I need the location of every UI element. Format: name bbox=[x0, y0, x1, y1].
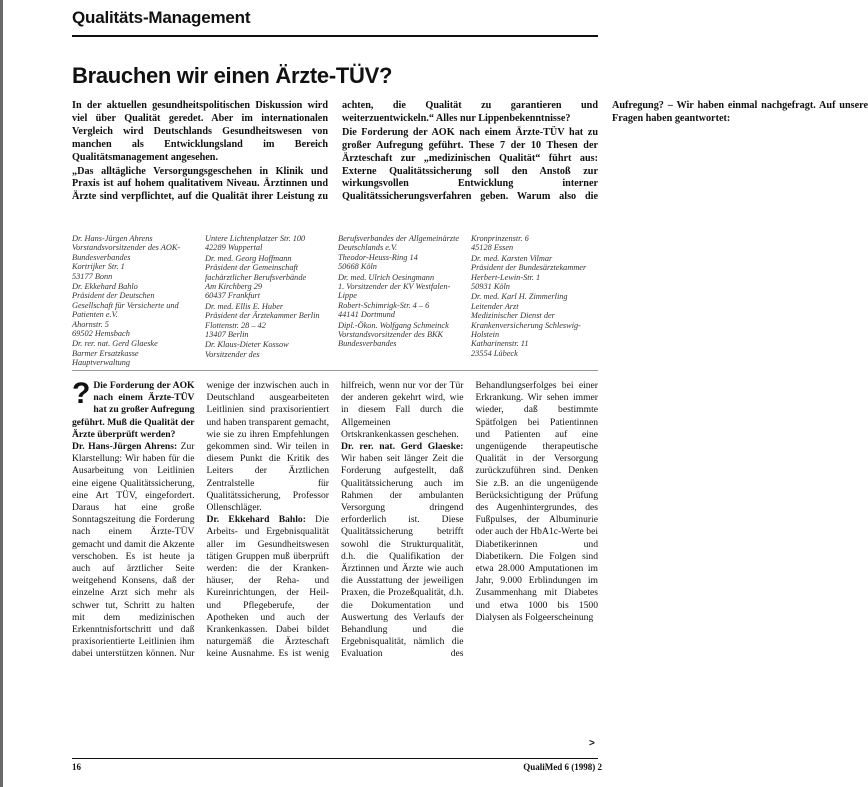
intro-paragraph: Die Forderung der AOK nach einem Ärzte-TÜV hat zu großer Aufregung geführt. These 7 der 10 Thesen der Ärzteschaft zur „medizinischen Qualität“ führt aus: Externe Qualitätssicherung soll den Anstoß zur wirkungsvollen Entwicklung interner Qualitätssicherungsverfahren geben. Warum also die Aufregung? – Wir haben einmal nachgefragt. Auf unsere Fragen haben geantwortet: bbox=[342, 100, 868, 203]
question-mark-icon: ? bbox=[72, 377, 91, 410]
answer-text: Die Arbeits- und Ergebnisqualität aller im Gesundheitswesen tätigen Gruppen muß überprüft werden: die der Kranken-häuser, der Reha- und Kureinrichtungen, der Heil- und Pflegeberufe, der Apotheken und auch der Krankenkassen. Dabei bildet naturgemäß die Ärzteschaft keine Ausnahme. Es ist wenig hilfreich, wenn nur vor der Tür der anderen gekehrt wird, wie in diesem Fall durch die Allgemeinen Ortskrankenkassen geschehen. bbox=[206, 380, 464, 660]
intro-paragraph: „Das alltägliche Versorgungsgeschehen in Klinik und Praxis ist auf hohem qualitativem Niveau. Ärztinnen und Ärzte sind verpflichtet, auf die Qualität ihrer Leistung zu achten, die Qualität zu garantieren und weiterzuentwickeln.“ Alles nur Lippenbekenntnisse? bbox=[72, 100, 598, 203]
address-block: Untere Lichtenplatzer Str. 100 42289 Wuppertal bbox=[205, 234, 306, 253]
header-rule bbox=[72, 35, 598, 37]
continue-arrow-icon: > bbox=[589, 738, 595, 749]
address-block: Dr. med. Georg Hoffmann Präsident der Gemeinschaft fachärztlicher Berufsverbände Am Kirchberg 29 60437 Frankfurt bbox=[205, 253, 307, 301]
address-block: Berufsverbandes der Allgemeinärzte Deutschlands e.V. Theodor-Heuss-Ring 14 50668 Köln bbox=[338, 234, 460, 272]
footer-rule bbox=[72, 758, 598, 759]
intro-paragraph: In der aktuellen gesundheitspolitischen Diskussion wird viel über Qualität geredet. Aber im internationalen Vergleich wird Deutschlands Gesundheitswesen von manchen als Entwicklungsland im Bereich Qualitätsmanagement angesehen. bbox=[72, 100, 328, 163]
address-column bbox=[338, 234, 460, 350]
address-column bbox=[72, 234, 194, 369]
article-intro bbox=[72, 100, 868, 226]
address-block: Dr. Hans-Jürgen Ahrens Vorstandsvorsitzender des AOK-Bundesverbandes Kortrijker Str. 1 53177 Bonn bbox=[72, 234, 181, 281]
address-column bbox=[205, 234, 327, 360]
address-block: Dr. Klaus-Dieter Kossow Vorsitzender des bbox=[205, 340, 289, 359]
address-block: Dr. med. Ulrich Oesingmann 1. Vorsitzender der KV Westfalen-Lippe Robert-Schimrigk-Str. 4 – 6 44141 Dortmund bbox=[338, 272, 451, 320]
question-text: Die Forderung der AOK nach einem Ärzte-TÜV hat zu großer Aufregung geführt. Muß die Qualität der Ärzte überprüft werden? bbox=[72, 380, 195, 440]
address-block: Dr. rer. nat. Gerd Glaeske Barmer Ersatzkasse Hauptverwaltung bbox=[72, 339, 158, 368]
answer-speaker: Dr. rer. nat. Gerd Glaeske: bbox=[341, 441, 464, 453]
section-title: Qualitäts-Management bbox=[72, 8, 251, 27]
address-block: Dr. med. Karsten Vilmar Präsident der Bundesärztekammer Herbert-Lewin-Str. 1 50931 Köln bbox=[471, 253, 587, 292]
page-number: 16 bbox=[72, 762, 81, 772]
section-divider bbox=[72, 370, 598, 371]
answer-text: Zur Klarstellung: Wir haben für die Ausarbeitung von Leitlinien eine eigene Qualitätssicherung, eine Art TÜV, eingefordert. Daraus hat eine große Sonntagszeitung die Forderung nach einem Ärzte-TÜV gemacht und damit die Akzente verschoben. Es ist heute ja auch auf ärztlicher Seite weitgehend Konsens, daß der einzelne Arzt sich mehr als schwer tut, Schritt zu halten mit dem medizinischen Erkenntnisfortschritt und daß praxisorientierte Leitlinien ihm dabei unterstützen können. Nur wenige der inzwischen auch in Deutschland ausgearbeiteten Leitlinien sind praxisorientiert und haben transparent gemacht, wie sie zu ihren Empfehlungen gekommen sind. Wir teilen in diesem Punkt die Kritik des Leiters der Ärztlichen Zentralstelle für Qualitätssicherung, Professor Ollenschläger. bbox=[72, 380, 329, 660]
answer-speaker: Dr. Ekkehard Bahlo: bbox=[206, 514, 306, 526]
interview-question bbox=[72, 377, 195, 441]
scan-edge bbox=[0, 0, 3, 787]
answer-text: Wir haben seit länger Zeit die Forderung aufgestellt, daß Qualitätssicherung auch im Rahmen der ambulanten Versorgung dringend erforderlich ist. Diese Qualitätssicherung betrifft sowohl die Strukturqualität, d.h. die Qualifikation der Ärztinnen und Ärzte wie auch die Ausstattung der jeweiligen Praxen, die Prozeßqualität, d.h. die Dokumentation und Auswertung des Verlaufs der Behandlung und die Ergebnisqualität, nämlich die Evaluation des Behandlungserfolges bei einer Erkrankung. Wir sehen immer wieder, daß bestimmte Spätfolgen bei Patientinnen und Patienten auf eine ungenügende therapeutische Qualität in der Versorgung zurückzuführen sind. Denken Sie z.B. an die ungenügende Berücksichtigung der Prüfung des Augenhintergrundes, des Fußpulses, der Albuminurie oder auch der HbA1c-Werte bei Diabetikerinnen und Diabetikern. Die Folgen sind etwa 28.000 Amputationen im Jahr, 9.000 Erblindungen im Zusammenhang mit Diabetes und etwa 1000 bis 1500 Dialysen als Folgeerscheinung bbox=[341, 380, 598, 660]
address-block: Dr. med. Ellis E. Huber Präsident der Ärztekammer Berlin Flottenstr. 28 – 42 13407 Berlin bbox=[205, 301, 320, 340]
address-column bbox=[471, 234, 593, 359]
address-block: Kronprinzenstr. 6 45128 Essen bbox=[471, 234, 529, 253]
journal-reference: QualiMed 6 (1998) 2 bbox=[523, 762, 602, 772]
answer-speaker: Dr. Hans-Jürgen Ahrens: bbox=[72, 441, 178, 453]
article-headline: Brauchen wir einen Ärzte-TÜV? bbox=[72, 63, 393, 88]
interview-body bbox=[72, 377, 598, 752]
address-block: Dr. Ekkehard Bahlo Präsident der Deutschen Gesellschaft für Versicherte und Patienten e.V. Ahornstr. 5 69502 Hemsbach bbox=[72, 282, 179, 339]
address-block: Dr. med. Karl H. Zimmerling Leitender Arzt Medizinischer Dienst der Krankenversicherung Schleswig-Holstein Katharinenstr. 11 23554 Lübeck bbox=[471, 292, 581, 358]
address-block: Dipl.-Ökon. Wolfgang Schmeinck Vorstandsvorsitzender des BKK Bundesverbandes bbox=[338, 320, 449, 349]
